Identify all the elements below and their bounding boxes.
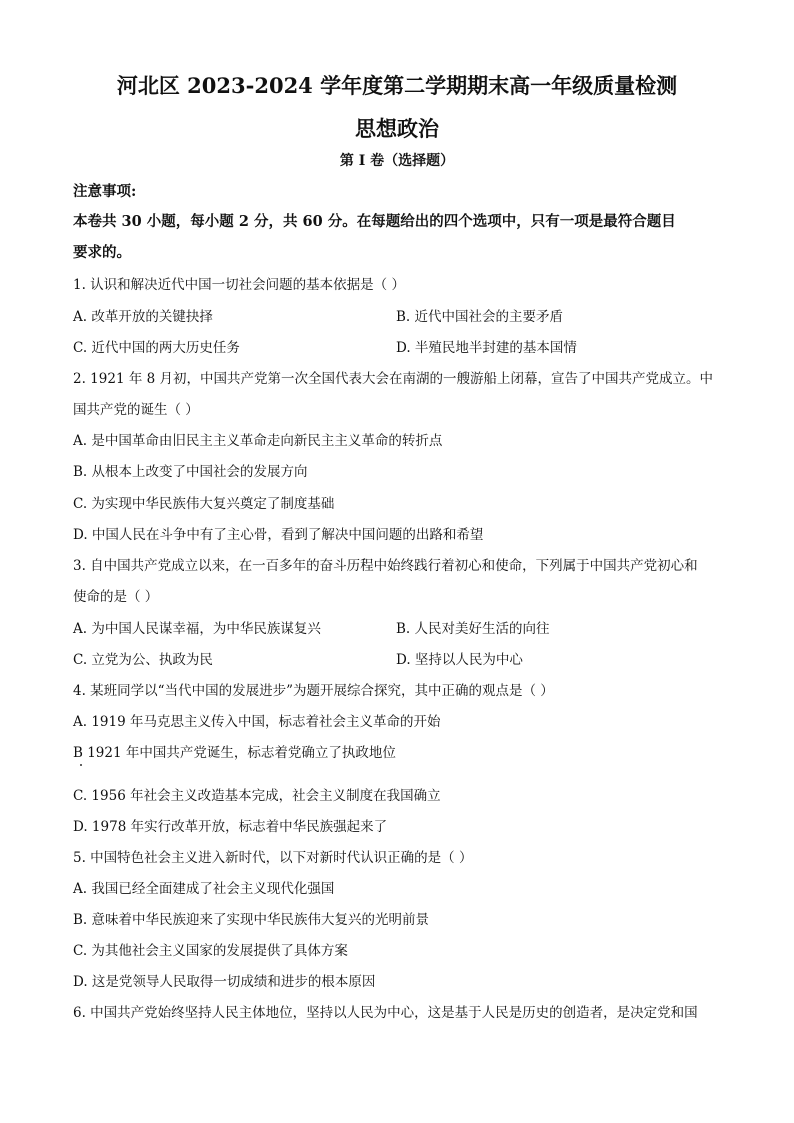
- q3-stem-line-1: 3. 自中国共产党成立以来，在一百多年的奋斗历程中始终践行着初心和使命，下列属于中国共产党初心和: [73, 558, 698, 574]
- exam-title: 河北区 2023-2024 学年度第二学期期末高一年级质量检测: [116, 73, 678, 98]
- q2-option-d: D. 中国人民在斗争中有了主心骨，看到了解决中国问题的出路和希望: [73, 527, 484, 543]
- q3-option-b: B. 人民对美好生活的向往: [396, 621, 550, 637]
- q2-stem-line-2: 国共产党的诞生（ ）: [73, 402, 199, 418]
- q4-option-d: D. 1978 年实行改革开放，标志着中华民族强起来了: [73, 819, 388, 835]
- q3-option-d: D. 坚持以人民为中心: [396, 652, 523, 668]
- q2-option-a: A. 是中国革命由旧民主主义革命走向新民主主义革命的转折点: [73, 433, 443, 449]
- notice-heading: 注意事项:: [73, 183, 137, 200]
- notice-line-1: 本卷共 30 小题，每小题 2 分，共 60 分。在每题给出的四个选项中，只有一项是最符合题目: [73, 213, 676, 230]
- stray-dot: [80, 764, 82, 766]
- q3-stem-line-2: 使命的是（ ）: [73, 589, 159, 605]
- q2-stem-line-1: 2. 1921 年 8 月初，中国共产党第一次全国代表大会在南湖的一艘游船上闭幕，宣告了中国共产党成立。中: [73, 371, 713, 387]
- q5-option-b: B. 意味着中华民族迎来了实现中华民族伟大复兴的光明前景: [73, 912, 430, 928]
- q5-option-a: A. 我国已经全面建成了社会主义现代化强国: [73, 881, 335, 897]
- q2-option-b: B. 从根本上改变了中国社会的发展方向: [73, 464, 308, 480]
- section-title: 第 I 卷（选择题）: [339, 153, 455, 169]
- notice-line-2: 要求的。: [73, 244, 131, 261]
- subject-title: 思想政治: [355, 116, 439, 141]
- q3-option-c: C. 立党为公、执政为民: [73, 652, 213, 668]
- q6-stem: 6. 中国共产党始终坚持人民主体地位，坚持以人民为中心，这是基于人民是历史的创造者，是决定党和国: [73, 1005, 698, 1021]
- q4-stem: 4. 某班同学以“当代中国的发展进步”为题开展综合探究，其中正确的观点是（ ）: [73, 683, 554, 699]
- q4-option-b: B 1921 年中国共产党诞生，标志着党确立了执政地位: [73, 745, 396, 761]
- q4-option-c: C. 1956 年社会主义改造基本完成，社会主义制度在我国确立: [73, 788, 441, 804]
- q1-option-c: C. 近代中国的两大历史任务: [73, 340, 240, 356]
- q2-option-c: C. 为实现中华民族伟大复兴奠定了制度基础: [73, 496, 335, 512]
- q1-option-d: D. 半殖民地半封建的基本国情: [396, 340, 577, 356]
- q1-option-a: A. 改革开放的关键抉择: [73, 309, 213, 325]
- q1-option-b: B. 近代中国社会的主要矛盾: [396, 309, 564, 325]
- q4-option-a: A. 1919 年马克思主义传入中国，标志着社会主义革命的开始: [73, 714, 441, 730]
- q5-option-c: C. 为其他社会主义国家的发展提供了具体方案: [73, 943, 348, 959]
- q5-option-d: D. 这是党领导人民取得一切成绩和进步的根本原因: [73, 974, 376, 990]
- q3-option-a: A. 为中国人民谋幸福，为中华民族谋复兴: [73, 621, 321, 637]
- q1-stem: 1. 认识和解决近代中国一切社会问题的基本依据是（ ）: [73, 277, 405, 293]
- q5-stem: 5. 中国特色社会主义进入新时代，以下对新时代认识正确的是（ ）: [73, 850, 473, 866]
